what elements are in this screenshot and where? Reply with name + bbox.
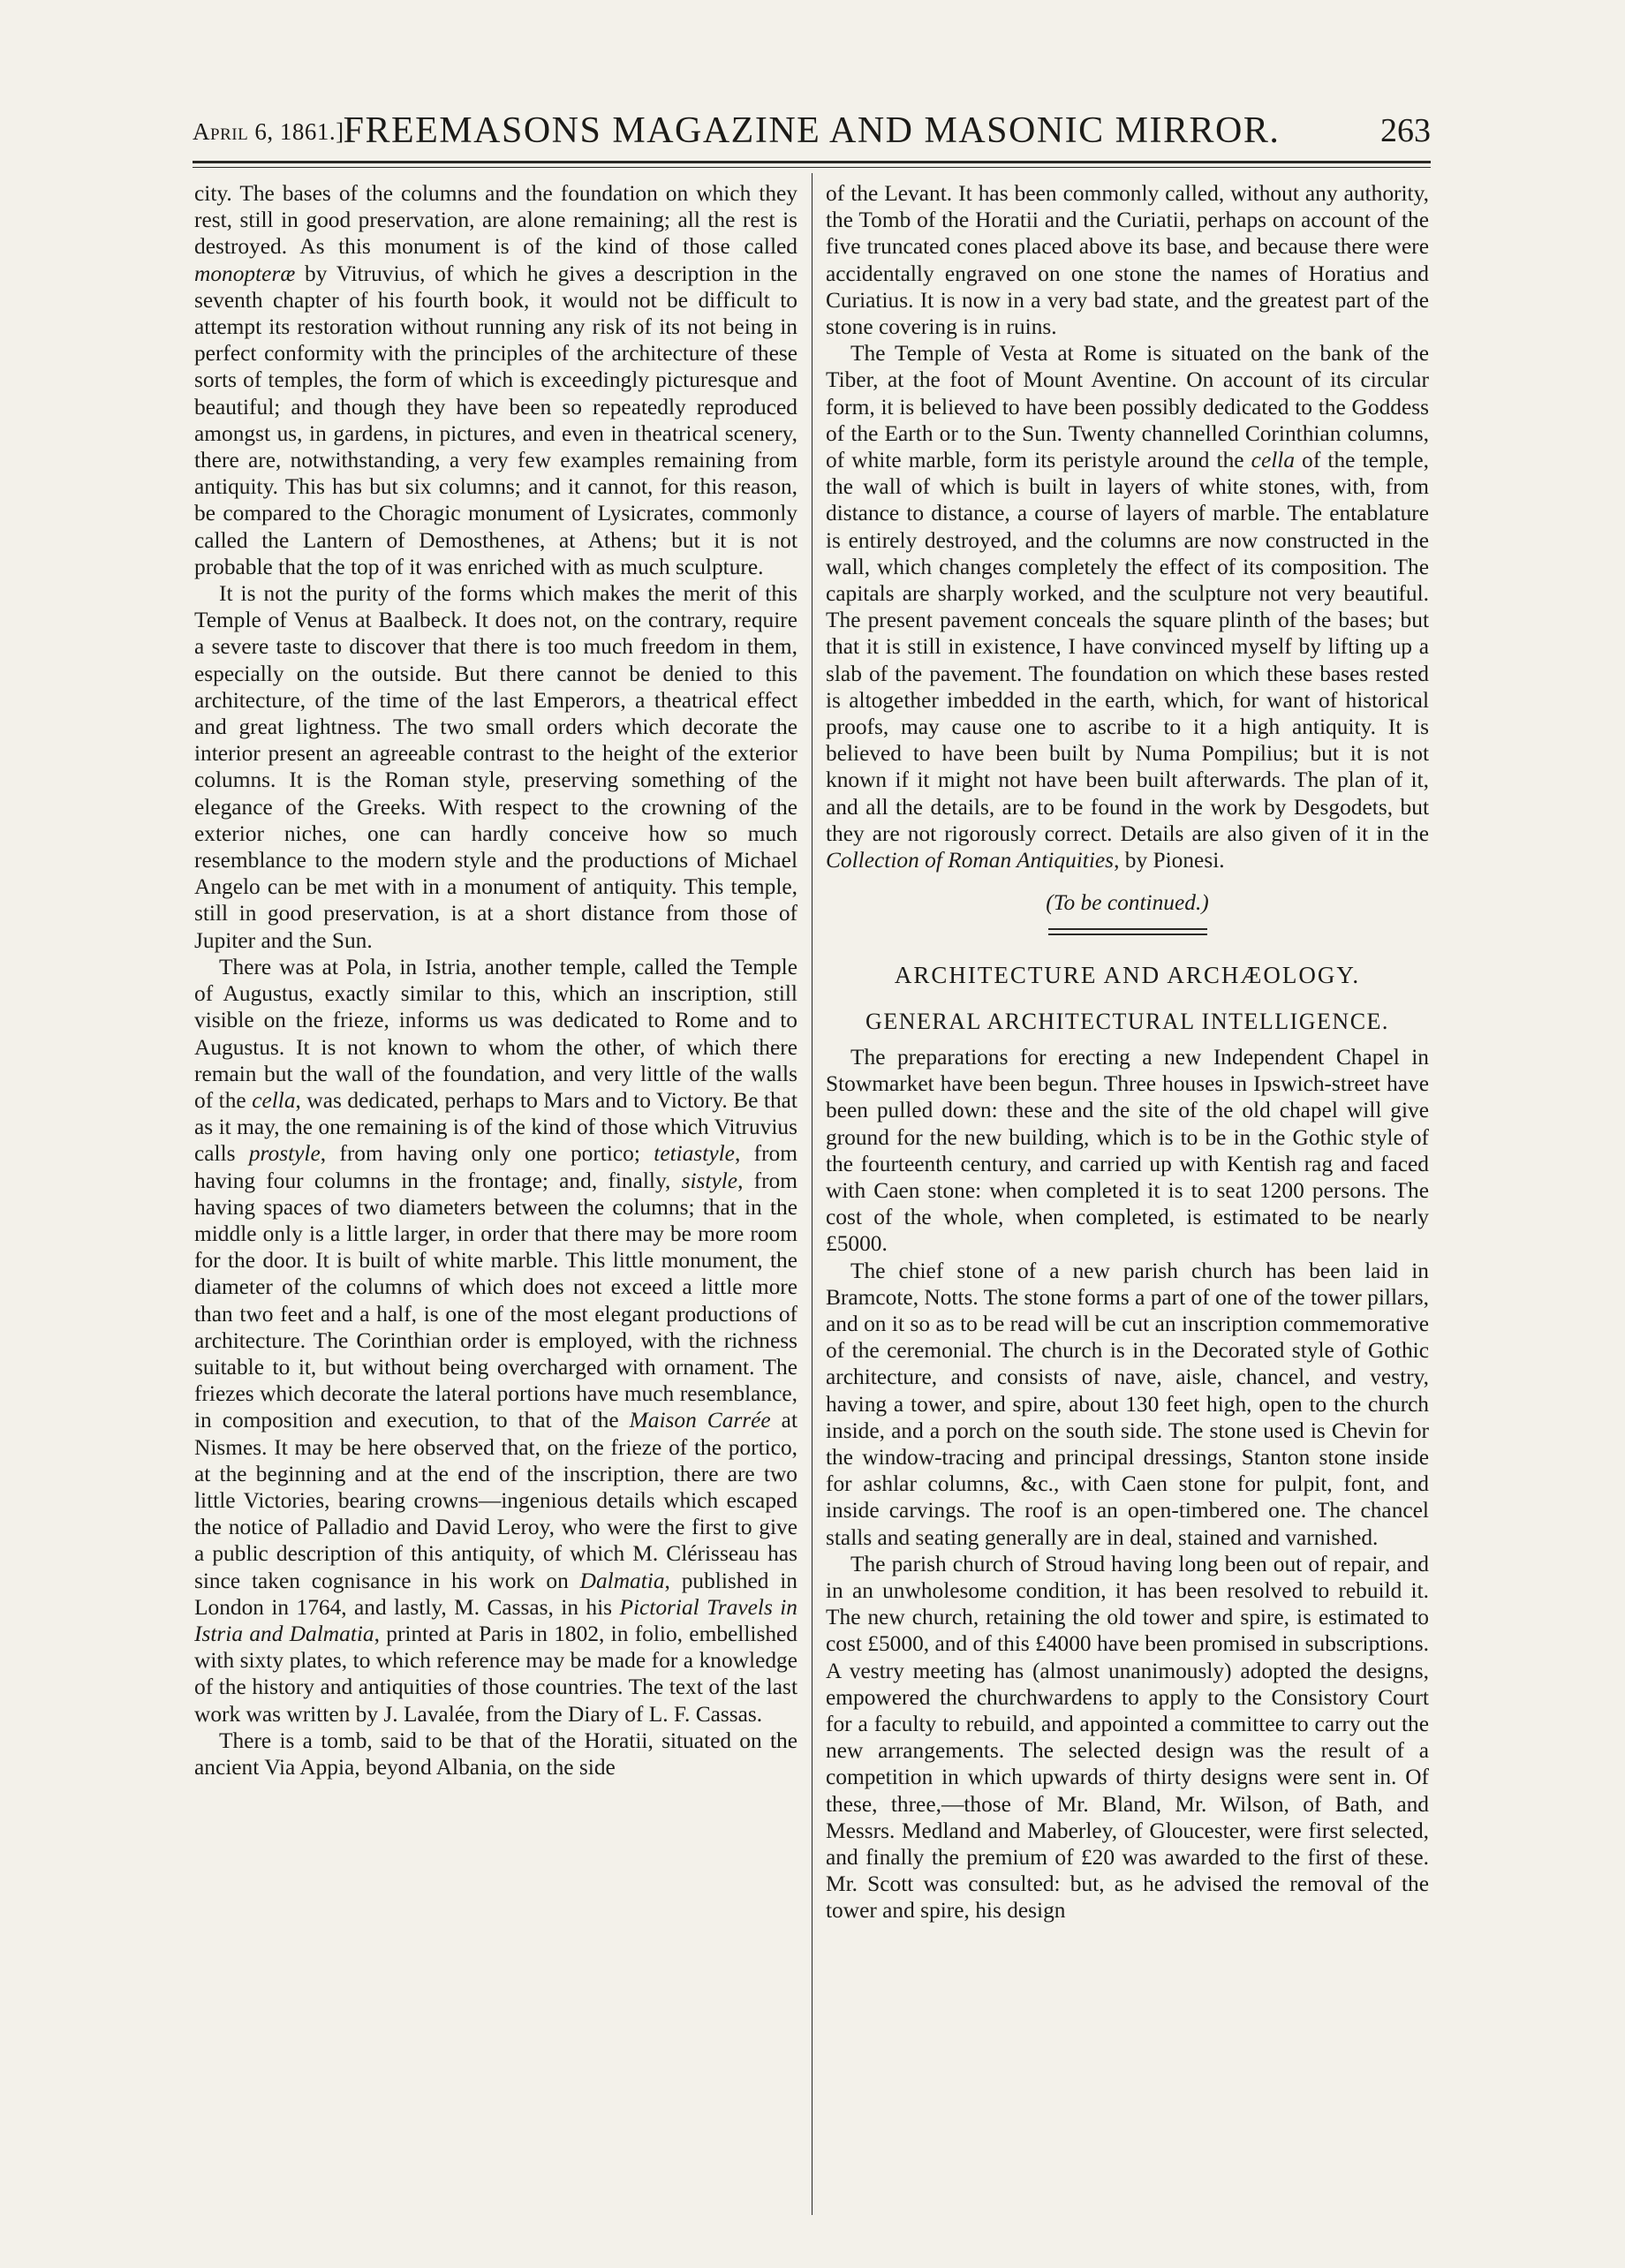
section-title: ARCHITECTURE AND ARCHÆOLOGY. xyxy=(894,962,1361,989)
paragraph: There is a tomb, said to be that of the Horatii, situated on the ancient Via Appia, beyond Albania, on the side xyxy=(194,1727,797,1780)
subsection-title: GENERAL ARCHITECTURAL INTELLIGENCE. xyxy=(865,1008,1389,1034)
right-column xyxy=(826,180,1429,1924)
page-number: 263 xyxy=(1380,112,1431,149)
magazine-title: FREEMASONS MAGAZINE AND MASONIC MIRROR. xyxy=(343,110,1281,151)
page-header xyxy=(193,110,1431,152)
paragraph: of the Levant. It has been commonly called, without any authority, the Tomb of the Horatii and the Curiatii, perhaps on account of the five truncated cones placed above its base, and because there were accidentally engraved on one stone the names of Horatius and Curiatius. It is now in a very bad state, and the greatest part of the stone covering is in ruins. xyxy=(826,181,1429,340)
header-rule-thin xyxy=(193,167,1431,168)
paragraph: The Temple of Vesta at Rome is situated on the bank of the Tiber, at the foot of Mount Aventine. On account of its circular form, it is believed to have been possibly dedicated to the Goddess of the Earth or to the Sun. Twenty channelled Corinthian columns, of white marble, form its peristyle around the cella of the temple, the wall of which is built in layers of white stones, with, from distance to distance, a course of layers of marble. The entablature is entirely destroyed, and the columns are now constructed in the wall, which changes completely the effect of its composition. The capitals are sharply worked, and the sculpture not very beautiful. The present pavement conceals the square plinth of the bases; but that it is still in existence, I have convinced myself by lifting up a slab of the pavement. The foundation on which these bases rested is altogether imbedded in the earth, which, for want of historical proofs, may cause one to ascribe to it a high antiquity. It is believed to have been built by Numa Pompilius; but it is not known if it might not have been built afterwards. The plan of it, and all the details, are to be found in the work by Desgodets, but they are not rigorously correct. Details are also given of it in the Collection of Roman Antiquities, by Pionesi. xyxy=(826,341,1429,873)
to-be-continued: (To be continued.) xyxy=(1046,890,1209,916)
paragraph: The chief stone of a new parish church has been laid in Bramcote, Notts. The stone forms a part of one of the tower pillars, and on it so as to be read will be cut an inscription commemorative of the ceremonial. The church is in the Decorated style of Gothic architecture, and consists of nave, aisle, chancel, and vestry, having a tower, and spire, about 130 feet high, open to the church inside, and a porch on the south side. The stone used is Chevin for the window-tracing and principal dressings, Stanton stone inside for ashlar columns, &c., with Caen stone for pulpit, font, and inside carvings. The roof is an open-timbered one. The chancel stalls and seating generally are in deal, stained and varnished. xyxy=(826,1258,1429,1550)
header-rule-thick xyxy=(193,161,1431,163)
paragraph: It is not the purity of the forms which makes the merit of this Temple of Venus at Baalbeck. It does not, on the contrary, require a severe taste to discover that there is too much freedom in them, especially on the outside. But there cannot be denied to this architecture, of the time of the last Emperors, a theatrical effect and great lightness. The two small orders which decorate the interior present an agreeable contrast to the height of the exterior columns. It is the Roman style, preserving something of the elegance of the Greeks. With respect to the crowning of the exterior niches, one can hardly conceive how so much resemblance to the modern style and the productions of Michael Angelo can be met with in a monument of antiquity. This temple, still in good preservation, is at a short distance from those of Jupiter and the Sun. xyxy=(194,581,797,953)
section-separator xyxy=(1048,928,1207,935)
paragraph: The preparations for erecting a new Independent Chapel in Stowmarket have been begun. Three houses in Ipswich-street have been pulled down: these and the site of the old chapel will give ground for the new building, which is to be in the Gothic style of the fourteenth century, and carried up with Kentish rag and faced with Caen stone: when completed it is to seat 1200 persons. The cost of the whole, when completed, is estimated to be nearly £5000. xyxy=(826,1044,1429,1257)
issue-date: April 6, 1861.] xyxy=(193,118,344,145)
paragraph: city. The bases of the columns and the foundation on which they rest, still in good preservation, are alone remaining; all the rest is destroyed. As this monument is of the kind of those called monopteræ by Vitruvius, of which he gives a description in the seventh chapter of his fourth book, it would not be difficult to attempt its restoration without running any risk of its not being in perfect conformity with the principles of the architecture of these sorts of temples, the form of which is exceedingly picturesque and beautiful; and though they have been so repeatedly reproduced amongst us, in gardens, in pictures, and even in theatrical scenery, there are, notwithstanding, a very few examples remaining from antiquity. This has but six columns; and it cannot, for this reason, be compared to the Choragic monument of Lysicrates, commonly called the Lantern of Demosthenes, at Athens; but it is not probable that the top of it was enriched with as much sculpture. xyxy=(194,181,797,579)
left-column xyxy=(194,180,797,1780)
paragraph: The parish church of Stroud having long been out of repair, and in an unwholesome condition, it has been resolved to rebuild it. The new church, retaining the old tower and spire, is estimated to cost £5000, and of this £4000 have been promised in subscriptions. A vestry meeting has (almost unanimously) adopted the designs, empowered the churchwardens to apply to the Consistory Court for a faculty to rebuild, and appointed a committee to carry out the new arrangements. The selected design was the result of a competition in which upwards of thirty designs were sent in. Of these, three,—those of Mr. Bland, Mr. Wilson, of Bath, and Messrs. Medland and Maberley, of Gloucester, were first selected, and finally the premium of £20 was awarded to the first of these. Mr. Scott was consulted: but, as he advised the removal of the tower and spire, his design xyxy=(826,1551,1429,1924)
paragraph: There was at Pola, in Istria, another temple, called the Temple of Augustus, exactly similar to this, which an inscription, still visible on the frieze, informs us was dedicated to Rome and to Augustus. It is not known to whom the other, of which there remain but the wall of the foundation, and very little of the walls of the cella, was dedicated, perhaps to Mars and to Victory. Be that as it may, the one remaining is of the kind of those which Vitruvius calls prostyle, from having only one portico; tetiastyle, from having four columns in the frontage; and, finally, sistyle, from having spaces of two diameters between the columns; that in the middle only is a little larger, in order that there may be more room for the door. It is built of white marble. This little monument, the diameter of the columns of which does not exceed a little more than two feet and a half, is one of the most elegant productions of architecture. The Corinthian order is employed, with the richness suitable to it, but without being overcharged with ornament. The friezes which decorate the lateral portions have much resemblance, in composition and execution, to that of the Maison Carrée at Nismes. It may be here observed that, on the frieze of the portico, at the beginning and at the end of the inscription, there are two little Victories, bearing crowns—ingenious details which escaped the notice of Palladio and David Leroy, who were the first to give a public description of this antiquity, of which M. Clérisseau has since taken cognisance in his work on Dalmatia, published in London in 1764, and lastly, M. Cassas, in his Pictorial Travels in Istria and Dalmatia, printed at Paris in 1802, in folio, embellished with sixty plates, to which reference may be made for a knowledge of the history and antiquities of those countries. The text of the last work was written by J. Lavalée, from the Diary of L. F. Cassas. xyxy=(194,954,797,1727)
